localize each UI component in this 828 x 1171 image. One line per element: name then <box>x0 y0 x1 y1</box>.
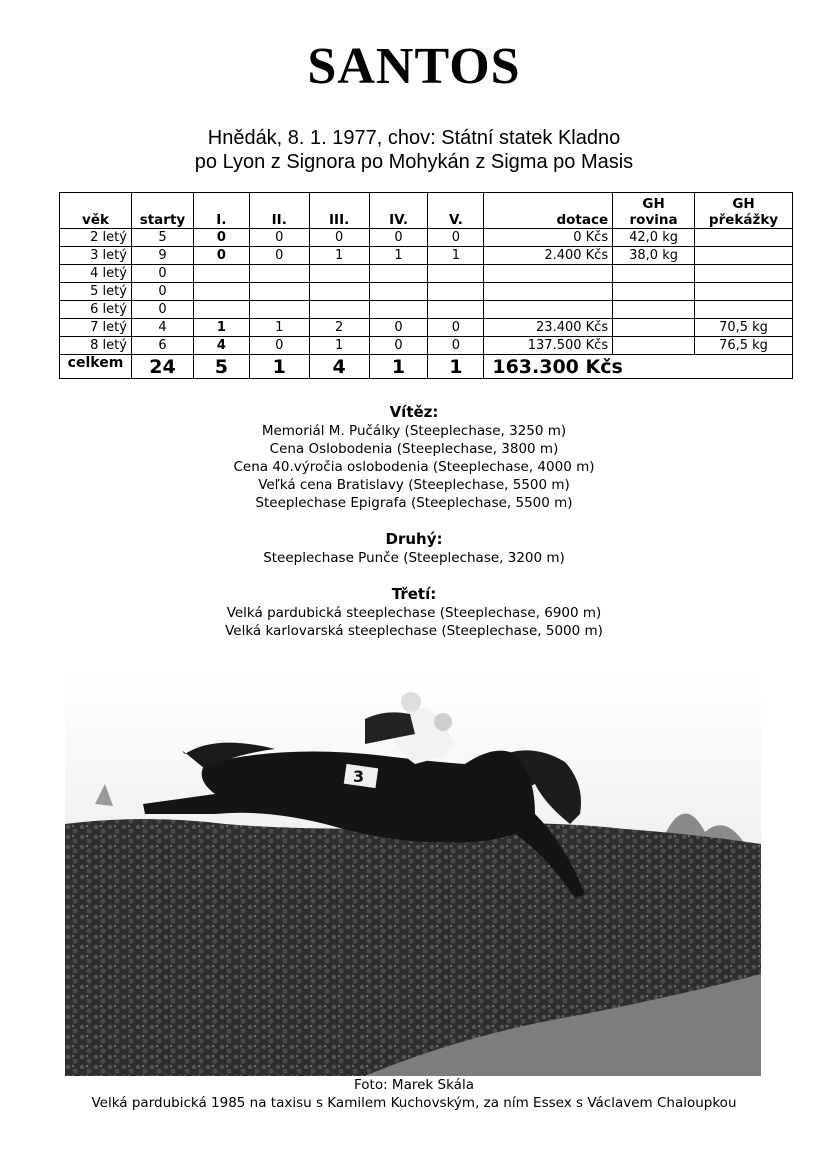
cell-age: 6 letý <box>60 301 132 319</box>
cell-second <box>249 301 309 319</box>
gh-flat-line-2: rovina <box>629 212 678 228</box>
cell-starts: 5 <box>131 229 193 247</box>
total-fourth: 1 <box>369 355 428 379</box>
cell-age: 2 letý <box>60 229 132 247</box>
winner-race-item: Steeplechase Epigrafa (Steeplechase, 5500 m) <box>255 495 573 511</box>
winner-race-item: Veľká cena Bratislavy (Steeplechase, 5500 m) <box>258 477 570 493</box>
third-heading: Třetí: <box>391 585 437 603</box>
total-third: 4 <box>309 355 369 379</box>
cell-prize <box>484 265 613 283</box>
table-row <box>60 319 793 337</box>
cell-gh-flat <box>613 265 695 283</box>
cell-age: 3 letý <box>60 247 132 265</box>
total-fifth: 1 <box>428 355 484 379</box>
cell-age: 8 letý <box>60 337 132 355</box>
cell-third: 1 <box>309 337 369 355</box>
cell-fourth: 1 <box>369 247 428 265</box>
col-header-third: III. <box>309 193 369 229</box>
winner-heading: Vítěz: <box>389 403 439 421</box>
photo-caption: Velká pardubická 1985 na taxisu s Kamilem Kuchovským, za ním Essex s Václavem Chaloupkou <box>91 1095 737 1111</box>
cell-second: 1 <box>249 319 309 337</box>
third-list <box>0 604 828 640</box>
horse-pedigree-line-1: Hnědák, 8. 1. 1977, chov: Státní statek Kladno <box>207 127 621 149</box>
cell-second: 0 <box>249 229 309 247</box>
table-row <box>60 301 793 319</box>
cell-gh-jump: 76,5 kg <box>695 337 793 355</box>
cell-third: 2 <box>309 319 369 337</box>
cell-starts: 0 <box>131 265 193 283</box>
winner-race-item: Cena 40.výročia oslobodenia (Steeplechase, 4000 m) <box>233 459 595 475</box>
cell-first <box>193 301 249 319</box>
cell-third <box>309 301 369 319</box>
table-row <box>60 247 793 265</box>
cell-prize: 137.500 Kčs <box>484 337 613 355</box>
horse-pedigree-line-2: po Lyon z Signora po Mohykán z Sigma po Masis <box>194 151 634 173</box>
cell-starts: 6 <box>131 337 193 355</box>
cell-fourth <box>369 283 428 301</box>
career-stats-table <box>59 192 793 379</box>
col-header-prize: dotace <box>484 193 613 229</box>
cell-third: 0 <box>309 229 369 247</box>
table-row <box>60 229 793 247</box>
cell-age: 5 letý <box>60 283 132 301</box>
cell-starts: 0 <box>131 301 193 319</box>
cell-fifth <box>428 301 484 319</box>
table-row <box>60 265 793 283</box>
cell-third <box>309 283 369 301</box>
cell-gh-flat: 38,0 kg <box>613 247 695 265</box>
cell-starts: 0 <box>131 283 193 301</box>
col-header-age: věk <box>60 193 132 229</box>
cell-fourth <box>369 265 428 283</box>
cell-first: 0 <box>193 247 249 265</box>
cell-starts: 9 <box>131 247 193 265</box>
cell-gh-flat <box>613 301 695 319</box>
cell-first <box>193 265 249 283</box>
cell-fifth: 0 <box>428 319 484 337</box>
third-race-item: Velká karlovarská steeplechase (Steeplechase, 5000 m) <box>225 623 603 639</box>
cell-prize <box>484 301 613 319</box>
cell-third: 1 <box>309 247 369 265</box>
table-row <box>60 283 793 301</box>
col-header-second: II. <box>249 193 309 229</box>
race-photo <box>65 674 761 1076</box>
gh-flat-line-1: GH <box>642 196 665 212</box>
cell-second: 0 <box>249 337 309 355</box>
winner-list <box>0 422 828 512</box>
cell-fifth: 1 <box>428 247 484 265</box>
col-header-gh-flat <box>613 193 695 229</box>
cell-gh-jump <box>695 265 793 283</box>
second-list <box>0 549 828 567</box>
total-label: celkem <box>60 355 132 379</box>
cell-gh-jump <box>695 283 793 301</box>
cell-fourth: 0 <box>369 337 428 355</box>
col-header-fifth: V. <box>428 193 484 229</box>
winner-race-item: Memoriál M. Pučálky (Steeplechase, 3250 m) <box>261 423 567 439</box>
cell-gh-jump <box>695 247 793 265</box>
cell-gh-jump: 70,5 kg <box>695 319 793 337</box>
steeplechase-jump-image <box>65 674 761 1076</box>
third-race-item: Velká pardubická steeplechase (Steeplechase, 6900 m) <box>226 605 602 621</box>
table-row <box>60 337 793 355</box>
cell-age: 7 letý <box>60 319 132 337</box>
gh-jump-line-1: GH <box>732 196 755 212</box>
cell-gh-jump <box>695 229 793 247</box>
cell-fourth: 0 <box>369 319 428 337</box>
cell-second <box>249 265 309 283</box>
col-header-fourth: IV. <box>369 193 428 229</box>
total-first: 5 <box>193 355 249 379</box>
cell-fifth: 0 <box>428 229 484 247</box>
table-header-row <box>60 193 793 229</box>
cell-fourth <box>369 301 428 319</box>
cell-starts: 4 <box>131 319 193 337</box>
cell-gh-jump <box>695 301 793 319</box>
cell-gh-flat <box>613 337 695 355</box>
cell-second: 0 <box>249 247 309 265</box>
cell-prize: 0 Kčs <box>484 229 613 247</box>
cell-first: 4 <box>193 337 249 355</box>
saddle-number: 3 <box>353 767 365 786</box>
cell-first: 1 <box>193 319 249 337</box>
cell-age: 4 letý <box>60 265 132 283</box>
race-results <box>0 402 828 640</box>
gh-jump-line-2: překážky <box>708 212 779 228</box>
winner-race-item: Cena Oslobodenia (Steeplechase, 3800 m) <box>269 441 559 457</box>
total-second: 1 <box>249 355 309 379</box>
cell-gh-flat: 42,0 kg <box>613 229 695 247</box>
col-header-first: I. <box>193 193 249 229</box>
second-race-item: Steeplechase Punče (Steeplechase, 3200 m) <box>263 550 565 566</box>
second-heading: Druhý: <box>385 530 443 548</box>
col-header-starts: starty <box>131 193 193 229</box>
col-header-gh-jump <box>695 193 793 229</box>
cell-first: 0 <box>193 229 249 247</box>
cell-gh-flat <box>613 283 695 301</box>
total-starts: 24 <box>131 355 193 379</box>
cell-fifth <box>428 283 484 301</box>
total-prize: 163.300 Kčs <box>484 355 793 379</box>
photo-credit: Foto: Marek Skála <box>354 1077 474 1093</box>
cell-prize <box>484 283 613 301</box>
table-total-row <box>60 355 793 379</box>
cell-fifth: 0 <box>428 337 484 355</box>
cell-prize: 23.400 Kčs <box>484 319 613 337</box>
cell-third <box>309 265 369 283</box>
cell-fifth <box>428 265 484 283</box>
cell-first <box>193 283 249 301</box>
cell-prize: 2.400 Kčs <box>484 247 613 265</box>
horse-name-title: SANTOS <box>307 38 521 95</box>
cell-second <box>249 283 309 301</box>
cell-gh-flat <box>613 319 695 337</box>
cell-fourth: 0 <box>369 229 428 247</box>
